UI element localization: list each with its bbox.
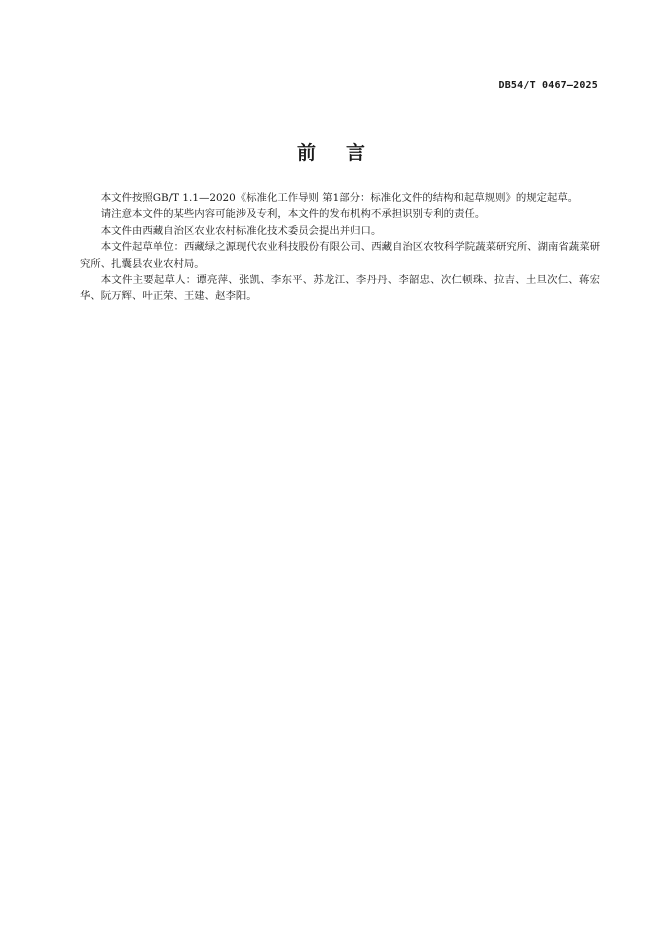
paragraph-drafters: 本文件主要起草人：谭亮萍、张凯、李东平、苏龙江、李丹丹、李韶忠、次仁顿珠、拉吉、土旦次仁、蒋宏华、阮万辉、叶正荣、王建、赵李阳。 — [80, 274, 600, 303]
paragraph-drafting-units: 本文件起草单位：西藏绿之源现代农业科技股份有限公司、西藏自治区农牧科学院蔬菜研究所、湖南省蔬菜研究所、扎囊县农业农村局。 — [80, 241, 600, 270]
page-title: 前言 — [296, 142, 395, 164]
foreword-body — [80, 190, 600, 305]
paragraph-patent-notice: 请注意本文件的某些内容可能涉及专利，本文件的发布机构不承担识别专利的责任。 — [100, 208, 486, 221]
document-code: DB54/T 0467—2025 — [498, 80, 598, 91]
paragraph-drafting-rules: 本文件按照GB/T 1.1—2020《标准化工作导则 第1部分：标准化文件的结构和起草规则》的规定起草。 — [100, 192, 579, 204]
paragraph-proposer: 本文件由西藏自治区农业农村标准化技术委员会提出并归口。 — [100, 224, 382, 237]
